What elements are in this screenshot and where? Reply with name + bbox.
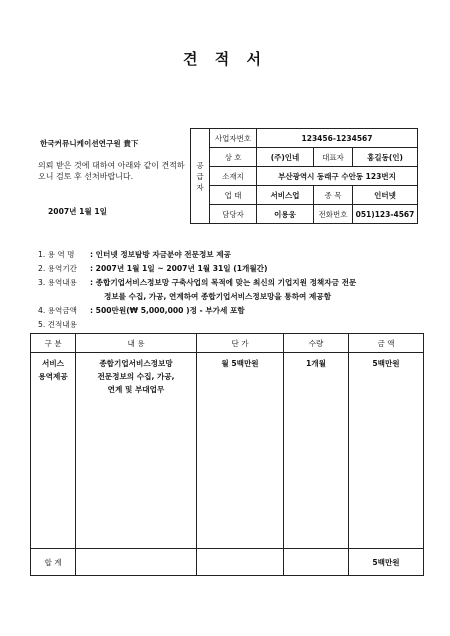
contact-value: 이용웅 [257, 205, 314, 224]
type-value: 서비스업 [257, 186, 314, 205]
item-row [38, 277, 438, 291]
col-header: 단 가 [197, 334, 284, 353]
quote-header-row [31, 334, 424, 353]
phone-value: 051)123-4567 [353, 205, 418, 224]
item-value: 정보를 수집, 가공, 연계하여 종합기업서비스정보망을 통하여 제공함 [104, 292, 332, 301]
row-unit-price: 월 5백만원 [197, 353, 284, 549]
item-value: : 인터넷 정보탐방 자금분야 전문정보 제공 [90, 250, 231, 259]
total-amount: 5백만원 [349, 549, 424, 576]
biz-no-label: 사업자번호 [210, 129, 257, 148]
biz-no-value: 123456-1234567 [257, 129, 418, 148]
quote-items [38, 249, 438, 333]
quote-date: 2007년 1월 1일 [48, 207, 107, 216]
row-content: 종합기업서비스정보망 전문정보의 수집, 가공, 연계 및 부대업무 [76, 353, 197, 549]
item-row [38, 263, 438, 277]
col-header: 내 용 [76, 334, 197, 353]
item-row [38, 291, 438, 305]
item-label: 4. 용역금액 [38, 306, 78, 315]
item-value: 인터넷 [353, 186, 418, 205]
supplier-table [190, 128, 418, 224]
item-row [38, 319, 438, 333]
item-value [90, 319, 438, 333]
item-label: 5. 견적내용 [38, 320, 78, 329]
intro-text: 의뢰 받은 것에 대하여 아래와 같이 견적하오니 검토 후 선처바랍니다. [38, 161, 185, 181]
row-amount: 5백만원 [349, 353, 424, 549]
rep-value: 홍길동(인) [353, 148, 418, 167]
item-value: : 종합기업서비스정보망 구축사업의 목적에 맞는 최신의 기업지원 정책자금 전문 [90, 278, 357, 287]
col-header: 구 분 [31, 334, 76, 353]
addr-label: 소재지 [210, 167, 257, 186]
addr-value: 부산광역시 동래구 수안동 123번지 [257, 167, 418, 186]
total-label: 합 계 [31, 549, 76, 576]
type-label: 업 태 [210, 186, 257, 205]
phone-label: 전화번호 [314, 205, 353, 224]
rep-label: 대표자 [314, 148, 353, 167]
table-row [31, 353, 424, 549]
col-header: 금 액 [349, 334, 424, 353]
item-row [38, 249, 438, 263]
item-label [38, 291, 90, 305]
row-category: 서비스 용역제공 [31, 353, 76, 549]
name-label: 상 호 [210, 148, 257, 167]
item-value: : 2007년 1월 1일 ~ 2007년 1월 31일 (1개월간) [90, 264, 268, 273]
item-row [38, 305, 438, 319]
recipient: 한국커뮤니케이션연구원 貴下 [40, 139, 139, 148]
page-title: 견 적 서 [183, 50, 267, 68]
item-label: 1. 용 역 명 [38, 250, 75, 259]
item-label: 2. 용역기간 [38, 264, 78, 273]
item-value: : 500만원(₩ 5,000,000 )정 - 부가세 포함 [90, 306, 245, 315]
contact-label: 담당자 [210, 205, 257, 224]
total-row [31, 549, 424, 576]
supplier-side-label: 공 급 자 [191, 129, 210, 224]
quote-table [30, 333, 424, 576]
col-header: 수량 [284, 334, 349, 353]
name-value: (주)인네 [257, 148, 314, 167]
item-label: 3. 용역내용 [38, 278, 78, 287]
row-qty: 1개월 [284, 353, 349, 549]
item-label: 종 목 [314, 186, 353, 205]
